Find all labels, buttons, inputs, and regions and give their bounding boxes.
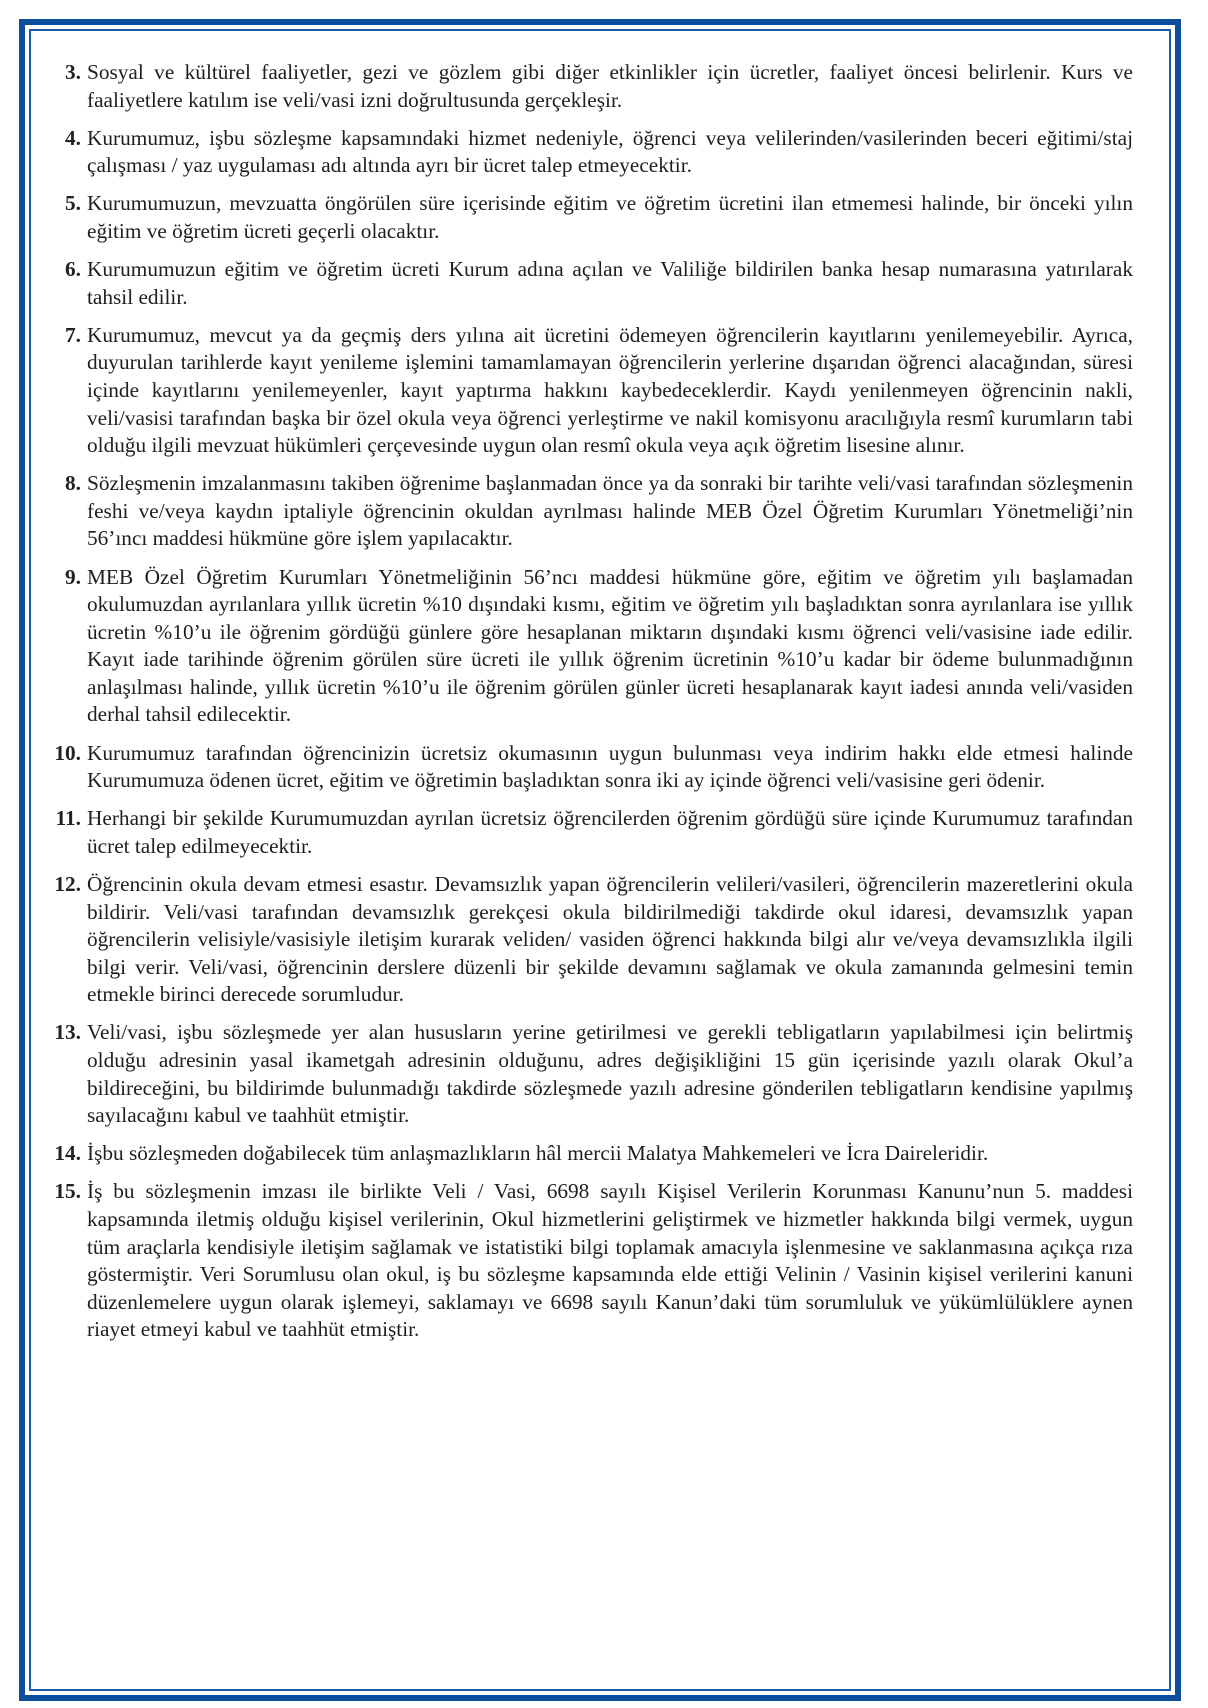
clause-text: Veli/vasi, işbu sözleşmede yer alan hususların yerine getirilmesi ve gerekli tebligatların yapılabilmesi için belirtmiş olduğu adresinin yasal ikametgah adresinin olduğunu, adres değişikliğini 15 gün içerisinde yazılı olarak Okul’a bildireceğini, bu bildirimde bulunmadığı takdirde sözleşmede yazılı adresine gönderilen tebligatların kendisine yapılmış sayılacağını kabul ve taahhüt etmiştir. xyxy=(87,1020,1133,1128)
clause-text: Kurumumuzun eğitim ve öğretim ücreti Kurum adına açılan ve Valiliğe bildirilen banka hesap numarasına yatırılarak tahsil edilir. xyxy=(87,257,1133,309)
clause-text: Sosyal ve kültürel faaliyetler, gezi ve gözlem gibi diğer etkinlikler için ücretler, faaliyet öncesi belirlenir. Kurs ve faaliyetlere katılım ise veli/vasi izni doğrultusunda gerçekleşir. xyxy=(87,60,1133,112)
clause-number: 11. xyxy=(55,806,81,831)
clause-15 xyxy=(40,1178,1133,1344)
clause-number: 12. xyxy=(54,871,81,896)
clause-text: Kurumumuz, işbu sözleşme kapsamındaki hizmet nedeniyle, öğrenci veya velilerinden/vasilerinden beceri eğitimi/staj çalışması / yaz uygulaması adı altında ayrı bir ücret talep etmeyecektir. xyxy=(87,125,1133,178)
clause-number: 8. xyxy=(65,471,81,496)
clause-4 xyxy=(40,125,1133,180)
clause-text: İş bu sözleşmenin imzası ile birlikte Veli / Vasi, 6698 sayılı Kişisel Verilerin Korunması Kanunu’nun 5. maddesi kapsamında iletmiş olduğu kişisel verilerinin, Okul hizmetlerini geliştirmek ve hizmetler hakkında bilgi vermek, uygun tüm araçlarla kendisiyle iletişim sağlamak ve istatistiki bilgi toplamak amacıyla işlenmesine ve saklanmasına açıkça rıza göstermiştir. Veri Sorumlusu olan okul, iş bu sözleşme kapsamında elde ettiği Velinin / Vasinin kişisel verilerini kanuni düzenlemelere uygun olarak işlemeyi, saklamayı ve 6698 sayılı Kanun’daki tüm sorumluluk ve yükümlülüklere aynen riayet etmeyi kabul ve taahhüt etmiştir. xyxy=(87,1179,1133,1342)
clause-13 xyxy=(40,1019,1133,1129)
clause-text: Kurumumuzun, mevzuatta öngörülen süre içerisinde eğitim ve öğretim ücretini ilan etmemesi halinde, bir önceki yılın eğitim ve öğretim ücreti geçerli olacaktır. xyxy=(87,191,1133,243)
clause-number: 9. xyxy=(65,564,81,589)
clause-number: 13. xyxy=(54,1020,81,1045)
clause-number: 10. xyxy=(54,740,81,765)
clause-11 xyxy=(40,805,1133,860)
clause-6 xyxy=(40,256,1133,311)
clause-number: 14. xyxy=(54,1141,81,1166)
clause-9 xyxy=(40,564,1133,730)
contract-clauses-list xyxy=(40,59,1133,1354)
clause-number: 5. xyxy=(65,191,81,216)
clause-text: Kurumumuz, mevcut ya da geçmiş ders yılına ait ücretini ödemeyen öğrencilerin kayıtlarını yenilemeyebilir. Ayrıca, duyurulan tarihlerde kayıt yenileme işlemini tamamlamayan öğrencilerin yerlerine dışarıdan öğrenci alacağından, süresi içinde kayıtlarını yenilemeyenler, kayıt yaptırma hakkını kaybedeceklerdir. Kaydı yenilenmeyen öğrencinin nakli, veli/vasisi tarafından başka bir özel okula veya öğrenci yerleştirme ve nakil komisyonu aracılığıyla resmî kurumların tabi olduğu ilgili mevzuat hükümleri çerçevesinde uygun olan resmî okula veya açık öğretim lisesine alınır. xyxy=(87,322,1133,458)
clause-text: Kurumumuz tarafından öğrencinizin ücretsiz okumasının uygun bulunması veya indirim hakkı elde etmesi halinde Kurumumuza ödenen ücret, eğitim ve öğretimin başladıktan sonra iki ay içinde öğrenci veli/vasisine geri ödenir. xyxy=(87,740,1133,793)
clause-number: 6. xyxy=(65,257,81,282)
clause-number: 4. xyxy=(65,125,81,150)
clause-text: MEB Özel Öğretim Kurumları Yönetmeliğinin 56’ncı maddesi hükmüne göre, eğitim ve öğretim yılı başlamadan okulumuzdan ayrılanlara yıllık ücretin %10 dışındaki kısmı, eğitim ve öğretim yılı başladıktan sonra ayrılanlara ise yıllık ücretin %10’u ile öğrenim gördüğü günlere göre hesaplanan miktarın dışındaki kısmı öğrenci veli/vasisine iade edilir. Kayıt iade tarihinde öğrenim görülen süre ücreti ile yıllık öğrenim ücretinin %10’u kadar bir ödeme bulunmadığının anlaşılması halinde, yıllık ücretin %10’u ile öğrenim görülen günler ücreti hesaplanarak kayıt iadesi anında veli/vasiden derhal tahsil edilecektir. xyxy=(87,564,1133,727)
clause-number: 3. xyxy=(65,60,81,84)
clause-text: İşbu sözleşmeden doğabilecek tüm anlaşmazlıkların hâl mercii Malatya Mahkemeleri ve İcra Daireleridir. xyxy=(87,1141,989,1166)
clause-10 xyxy=(40,740,1133,795)
clause-number: 15. xyxy=(54,1179,81,1204)
clause-5 xyxy=(40,190,1133,245)
clause-14 xyxy=(40,1140,1133,1168)
clause-8 xyxy=(40,470,1133,553)
clause-7 xyxy=(40,322,1133,460)
clause-text: Sözleşmenin imzalanmasını takiben öğrenime başlanmadan önce ya da sonraki bir tarihte veli/vasi tarafından sözleşmenin feshi ve/veya kaydın iptaliyle öğrencinin okuldan ayrılması halinde MEB Özel Öğretim Kurumları Yönetmeliği’nin 56’ıncı maddesi hükmüne göre işlem yapılacaktır. xyxy=(87,471,1133,551)
clause-3 xyxy=(40,59,1133,114)
clause-text: Öğrencinin okula devam etmesi esastır. Devamsızlık yapan öğrencilerin velileri/vasileri, öğrencilerin mazeretlerini okula bildirir. Veli/vasi tarafından devamsızlık gerekçesi okula bildirilmediği takdirde okul idaresi, devamsızlık yapan öğrencilerin velisiyle/vasisiyle iletişim kurarak veliden/ vasiden öğrenci hakkında bilgi alır ve/veya devamsızlıkla ilgili bilgi verir. Veli/vasi, öğrencinin derslere düzenli bir şekilde devamını sağlamak ve okula zamanında gelmesini temin etmekle birinci derecede sorumludur. xyxy=(87,871,1133,1007)
clause-12 xyxy=(40,871,1133,1009)
clause-text: Herhangi bir şekilde Kurumumuzdan ayrılan ücretsiz öğrencilerden öğrenim gördüğü süre içinde Kurumumuz tarafından ücret talep edilmeyecektir. xyxy=(87,806,1133,858)
clause-number: 7. xyxy=(65,322,81,347)
